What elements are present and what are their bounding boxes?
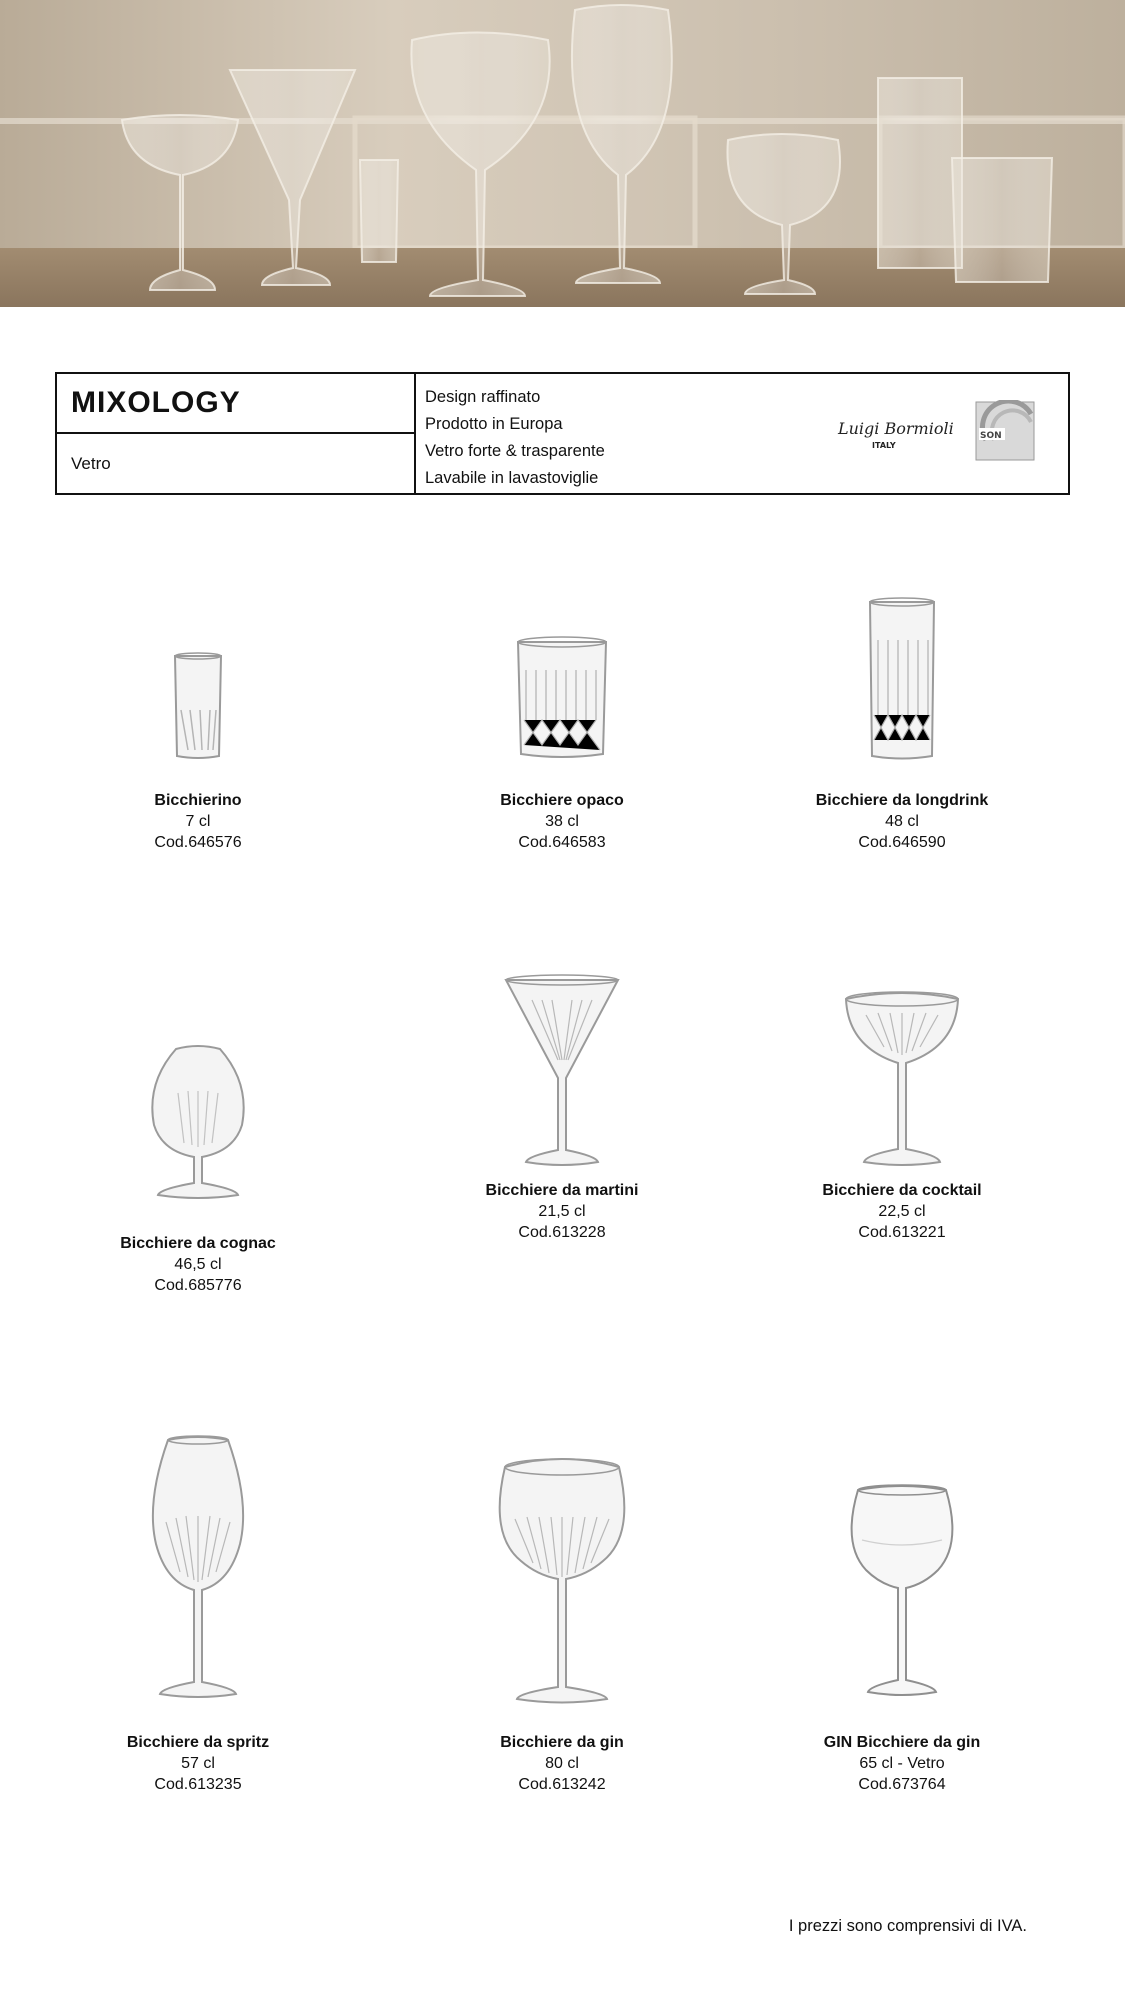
product-item [18,1033,378,1296]
product-item [382,590,742,853]
product-size: 22,5 cl [878,1203,926,1220]
product-name: Bicchiere da martini [485,1182,639,1199]
product-code: Cod.613235 [154,1776,242,1793]
feature-item: Prodotto in Europa [425,415,563,433]
feature-item: Design raffinato [425,388,541,406]
feature-item: Lavabile in lavastoviglie [425,469,599,487]
coupe-glass-icon [822,985,982,1180]
longdrink-glass-icon [822,590,982,790]
product-code: Cod.685776 [154,1277,242,1294]
product-size: 21,5 cl [538,1203,586,1220]
product-item [722,1480,1082,1795]
product-size: 48 cl [885,813,919,830]
product-code: Cod.646583 [518,834,606,851]
collection-info-box [55,372,1070,495]
product-item [18,590,378,853]
product-size: 46,5 cl [174,1256,222,1273]
collection-header [57,374,416,493]
product-size: 65 cl - Vetro [859,1755,945,1772]
product-name: Bicchiere da cocktail [822,1182,982,1199]
product-size: 57 cl [181,1755,215,1772]
product-name: Bicchiere da gin [500,1734,624,1751]
brand-logo-subtext: ITALY [872,441,896,450]
product-code: Cod.613221 [858,1224,946,1241]
balloon-glass-icon [822,1480,982,1732]
product-code: Cod.646576 [154,834,242,851]
gin-glass-icon [477,1445,647,1732]
product-name: Bicchiere da spritz [126,1734,270,1751]
tumbler-glass-icon [482,590,642,790]
shot-glass-icon [118,590,278,790]
vat-note: I prezzi sono comprensivi di IVA. [788,1917,1027,1935]
product-code: Cod.613228 [518,1224,606,1241]
product-name: Bicchiere opaco [500,792,624,809]
product-code: Cod.613242 [518,1776,606,1793]
spritz-glass-icon [118,1432,278,1732]
son-logo-text: SON [980,431,1002,441]
product-item [18,1432,378,1795]
product-name: Bicchiere da cognac [120,1235,276,1252]
material-label: Vetro [71,453,111,473]
product-size: 38 cl [545,813,579,830]
hero-image [0,0,1125,307]
luigi-bormioli-logo [837,419,954,450]
product-name: Bicchiere da longdrink [815,792,989,809]
product-name: GIN Bicchiere da gin [823,1734,981,1751]
feature-item: Vetro forte & trasparente [425,442,605,460]
martini-glass-icon [482,970,642,1180]
product-item [382,970,742,1243]
product-code: Cod.673764 [858,1776,946,1793]
cognac-glass-icon [118,1033,278,1233]
collection-title: MIXOLOGY [57,374,414,434]
brand-logos [836,400,1036,464]
product-item [382,1445,742,1795]
son-logo [976,401,1034,460]
product-item [722,590,1082,853]
product-size: 80 cl [545,1755,579,1772]
product-code: Cod.646590 [858,834,946,851]
product-item [722,985,1082,1243]
product-size: 7 cl [185,813,211,830]
product-name: Bicchierino [154,792,242,809]
brand-logo-text: Luigi Bormioli [838,419,954,438]
